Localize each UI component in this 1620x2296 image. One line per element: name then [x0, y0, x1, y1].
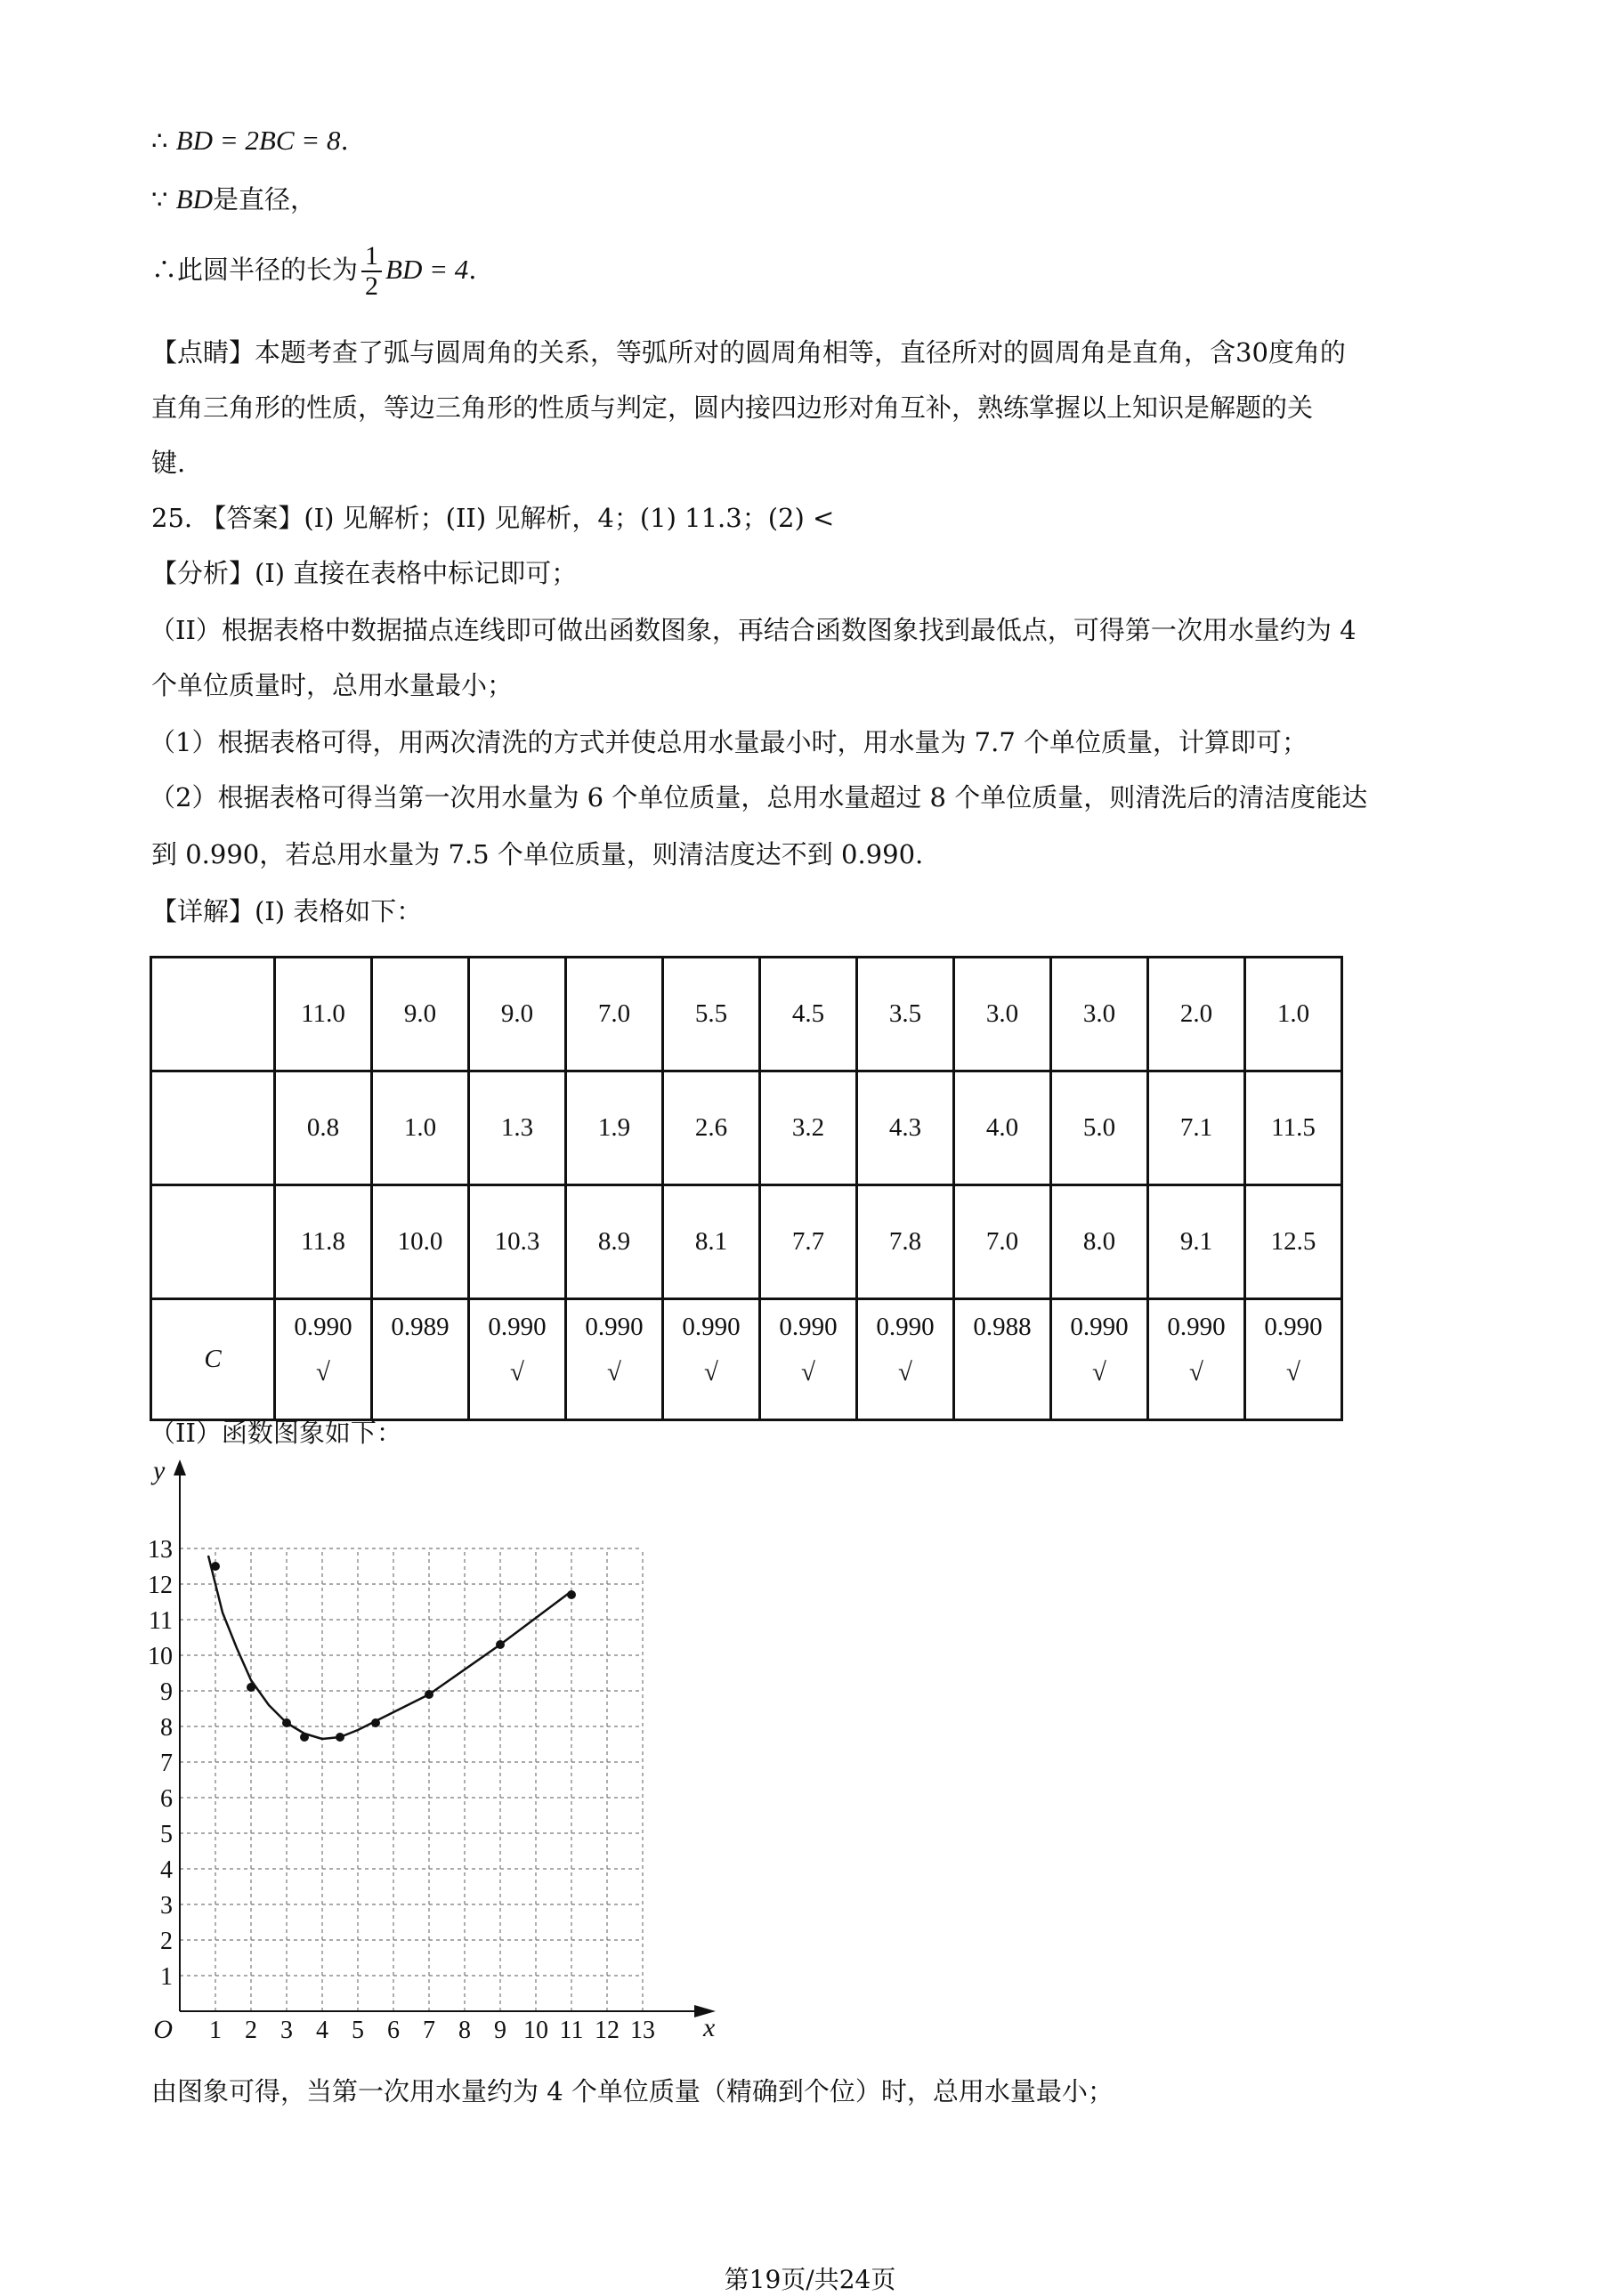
cell-value: 9.1 — [1179, 1227, 1213, 1256]
data-point — [496, 1640, 505, 1649]
y-tick-label: 3 — [160, 1892, 173, 1920]
x-tick-label: 11 — [559, 2017, 584, 2044]
cell-value: 0.990 — [682, 1313, 741, 1341]
line-text: ∴此圆半径的长为 — [151, 255, 359, 285]
cell-value: 11.8 — [301, 1227, 345, 1256]
check-mark: √ — [801, 1358, 815, 1386]
table-cell — [372, 958, 469, 1071]
table-cell — [566, 1299, 663, 1420]
data-point — [300, 1733, 309, 1742]
cell-value: 0.988 — [973, 1313, 1032, 1341]
x-tick-label: 3 — [280, 2017, 293, 2044]
y-axis-arrow — [174, 1459, 186, 1475]
table-row — [151, 1299, 1342, 1420]
line-14: 【详解】(I) 表格如下： — [151, 896, 423, 926]
y-tick-label: 10 — [148, 1643, 173, 1670]
cell-value: 4.0 — [985, 1113, 1019, 1142]
cell-value: 8.9 — [597, 1227, 631, 1256]
table-cell — [1051, 958, 1148, 1071]
cell-value: 1.9 — [597, 1113, 631, 1142]
period: . — [340, 125, 349, 156]
table-row — [151, 1185, 1342, 1299]
line-4: 【点睛】本题考查了弧与圆周角的关系，等弧所对的圆周角相等，直径所对的圆周角是直角，含30度角的 — [151, 337, 1346, 368]
cell-value: 0.989 — [391, 1313, 450, 1341]
row-label — [151, 1071, 275, 1185]
table-cell — [954, 1299, 1051, 1420]
table-cell — [663, 1185, 760, 1299]
y-tick-label: 5 — [160, 1821, 173, 1848]
x-tick-label: 12 — [595, 2017, 620, 2044]
check-mark: √ — [510, 1358, 524, 1386]
cell-value: 1.0 — [403, 1113, 437, 1142]
table-cell — [1148, 1071, 1245, 1185]
line-11: （1）根据表格可得，用两次清洗的方式并使总用水量最小时，用水量为 7.7 个单位质量，计算即可； — [150, 727, 1308, 757]
x-tick-label: 9 — [494, 2017, 506, 2044]
math-expression: BD = 4 — [385, 254, 469, 285]
cell-value: 3.5 — [888, 999, 922, 1028]
check-mark: √ — [898, 1358, 912, 1386]
cell-value: 7.7 — [791, 1227, 825, 1256]
table-cell — [857, 1185, 954, 1299]
cell-value: 4.5 — [791, 999, 825, 1028]
check-mark: √ — [1092, 1358, 1106, 1386]
math-expression: BD — [175, 183, 213, 214]
x-tick-label: 1 — [209, 2017, 222, 2044]
table-cell — [275, 1071, 372, 1185]
table-cell — [857, 1071, 954, 1185]
cell-value: 9.0 — [403, 999, 437, 1028]
cell-value: 0.990 — [294, 1313, 352, 1341]
page-footer: 第19页/共24页 — [724, 2265, 896, 2294]
table-cell — [954, 1071, 1051, 1185]
table-cell — [1148, 1299, 1245, 1420]
y-axis-label: y — [153, 1456, 166, 1485]
check-mark: √ — [316, 1358, 330, 1386]
line-15: （II）函数图象如下： — [150, 1418, 402, 1448]
cell-value: 7.1 — [1179, 1113, 1213, 1142]
cell-value: 10.3 — [494, 1227, 540, 1256]
table-row — [151, 958, 1342, 1071]
function-graph — [134, 1456, 721, 2044]
table-cell — [663, 958, 760, 1071]
row-label: C — [151, 1299, 275, 1420]
cell-value: 2.0 — [1179, 999, 1213, 1028]
table-cell — [857, 1299, 954, 1420]
data-table — [150, 956, 1343, 1421]
table-cell — [1148, 958, 1245, 1071]
table-cell — [1245, 1185, 1342, 1299]
table-cell — [760, 958, 857, 1071]
y-tick-label: 13 — [148, 1536, 173, 1564]
y-tick-label: 4 — [160, 1856, 173, 1884]
cell-value: 0.990 — [876, 1313, 935, 1341]
line-13: 到 0.990，若总用水量为 7.5 个单位质量，则清洁度达不到 0.990. — [151, 839, 924, 869]
table-cell — [275, 1185, 372, 1299]
y-tick-label: 11 — [149, 1607, 173, 1635]
x-axis-label: x — [703, 2013, 716, 2042]
y-tick-label: 12 — [148, 1572, 173, 1599]
x-tick-label: 6 — [387, 2017, 400, 2044]
cell-value: 12.5 — [1270, 1227, 1316, 1256]
cell-value: 0.990 — [488, 1313, 547, 1341]
line-text: 是直径， — [213, 184, 317, 214]
line-6: 键. — [151, 448, 186, 478]
table-cell — [275, 958, 372, 1071]
table-cell — [469, 1185, 566, 1299]
table-cell — [372, 1185, 469, 1299]
period: . — [468, 255, 477, 285]
line-10: 个单位质量时，总用水量最小； — [151, 670, 514, 700]
x-tick-label: 4 — [316, 2017, 328, 2044]
cell-value: 0.990 — [585, 1313, 644, 1341]
cell-value: 5.0 — [1082, 1113, 1116, 1142]
cell-value: 5.5 — [694, 999, 728, 1028]
y-tick-label: 1 — [160, 1963, 173, 1991]
x-tick-label: 8 — [458, 2017, 471, 2044]
line-1 — [151, 123, 349, 158]
y-tick-label: 7 — [160, 1750, 173, 1777]
data-point — [425, 1690, 433, 1699]
table-cell — [372, 1299, 469, 1420]
table-cell — [469, 1071, 566, 1185]
y-tick-label: 9 — [160, 1678, 173, 1706]
cell-value: 8.0 — [1082, 1227, 1116, 1256]
table-cell — [663, 1299, 760, 1420]
math-expression: BD = 2BC = 8 — [175, 125, 341, 156]
y-tick-label: 6 — [160, 1785, 173, 1813]
cell-value: 0.8 — [306, 1113, 340, 1142]
table-cell — [1051, 1185, 1148, 1299]
table-cell — [566, 1185, 663, 1299]
table-cell — [566, 1071, 663, 1185]
data-point — [567, 1590, 576, 1599]
table-cell — [275, 1299, 372, 1420]
table-cell — [1051, 1299, 1148, 1420]
cell-value: 3.0 — [1082, 999, 1116, 1028]
y-tick-label: 2 — [160, 1928, 173, 1955]
table-cell — [1051, 1071, 1148, 1185]
cell-value: 0.990 — [779, 1313, 838, 1341]
y-tick-label: 8 — [160, 1714, 173, 1742]
table-cell — [760, 1299, 857, 1420]
cell-value: 3.2 — [791, 1113, 825, 1142]
cell-value: 7.8 — [888, 1227, 922, 1256]
cell-value: 1.0 — [1276, 999, 1310, 1028]
data-point — [247, 1683, 255, 1692]
data-point — [211, 1562, 220, 1571]
table-cell — [1245, 958, 1342, 1071]
table-cell — [954, 1185, 1051, 1299]
line-2 — [151, 182, 316, 217]
data-point — [282, 1718, 291, 1727]
table-cell — [857, 958, 954, 1071]
because-symbol: ∵ — [151, 184, 168, 214]
line-8: 【分析】(I) 直接在表格中标记即可； — [151, 558, 578, 588]
table-cell — [566, 958, 663, 1071]
table-cell — [1245, 1299, 1342, 1420]
cell-value: 10.0 — [397, 1227, 443, 1256]
cell-value: 0.990 — [1264, 1313, 1323, 1341]
cell-value: 7.0 — [985, 1227, 1019, 1256]
cell-value: 9.0 — [500, 999, 534, 1028]
table-cell — [760, 1071, 857, 1185]
check-mark: √ — [1286, 1358, 1300, 1386]
table-cell — [1245, 1071, 1342, 1185]
x-tick-label: 7 — [423, 2017, 435, 2044]
check-mark: √ — [704, 1358, 718, 1386]
table-cell — [760, 1185, 857, 1299]
therefore-symbol: ∴ — [151, 125, 168, 156]
table-cell — [469, 1299, 566, 1420]
table-cell — [663, 1071, 760, 1185]
line-7: 25. 【答案】(I) 见解析；(II) 见解析，4；(1) 11.3；(2) < — [151, 503, 835, 533]
table-cell — [954, 958, 1051, 1071]
cell-value: 11.5 — [1271, 1113, 1316, 1142]
x-tick-label: 2 — [245, 2017, 257, 2044]
x-tick-label: 10 — [523, 2017, 548, 2044]
check-mark: √ — [607, 1358, 621, 1386]
line-16: 由图象可得，当第一次用水量约为 4 个单位质量（精确到个位）时，总用水量最小； — [151, 2076, 1114, 2106]
cell-value: 11.0 — [301, 999, 345, 1028]
function-curve — [208, 1556, 571, 1739]
cell-value: 8.1 — [694, 1227, 728, 1256]
cell-value: 2.6 — [694, 1113, 728, 1142]
line-9: （II）根据表格中数据描点连线即可做出函数图象，再结合函数图象找到最低点，可得第一次用水量约为 4 — [150, 615, 1357, 645]
cell-value: 0.990 — [1070, 1313, 1129, 1341]
x-tick-label: 13 — [630, 2017, 655, 2044]
fraction-denominator: 2 — [365, 271, 379, 301]
table-cell — [1148, 1185, 1245, 1299]
cell-value: 7.0 — [597, 999, 631, 1028]
fraction-numerator: 1 — [361, 242, 382, 272]
cell-value: 4.3 — [888, 1113, 922, 1142]
fraction-one-half — [361, 242, 382, 301]
line-12: （2）根据表格可得当第一次用水量为 6 个单位质量，总用水量超过 8 个单位质量，则清洗后的清洁度能达 — [150, 782, 1368, 812]
table-cell — [469, 958, 566, 1071]
origin-label: O — [153, 2015, 173, 2044]
table-row — [151, 1071, 1342, 1185]
data-point — [336, 1733, 344, 1742]
cell-value: 1.3 — [500, 1113, 534, 1142]
cell-value: 0.990 — [1167, 1313, 1226, 1341]
line-3 — [151, 238, 476, 301]
row-label — [151, 1185, 275, 1299]
x-tick-label: 5 — [352, 2017, 364, 2044]
cell-value: 3.0 — [985, 999, 1019, 1028]
table-cell — [372, 1071, 469, 1185]
data-point — [371, 1718, 380, 1727]
check-mark: √ — [1189, 1358, 1203, 1386]
row-label — [151, 958, 275, 1071]
line-5: 直角三角形的性质，等边三角形的性质与判定，圆内接四边形对角互补，熟练掌握以上知识是解题的关 — [151, 392, 1314, 423]
